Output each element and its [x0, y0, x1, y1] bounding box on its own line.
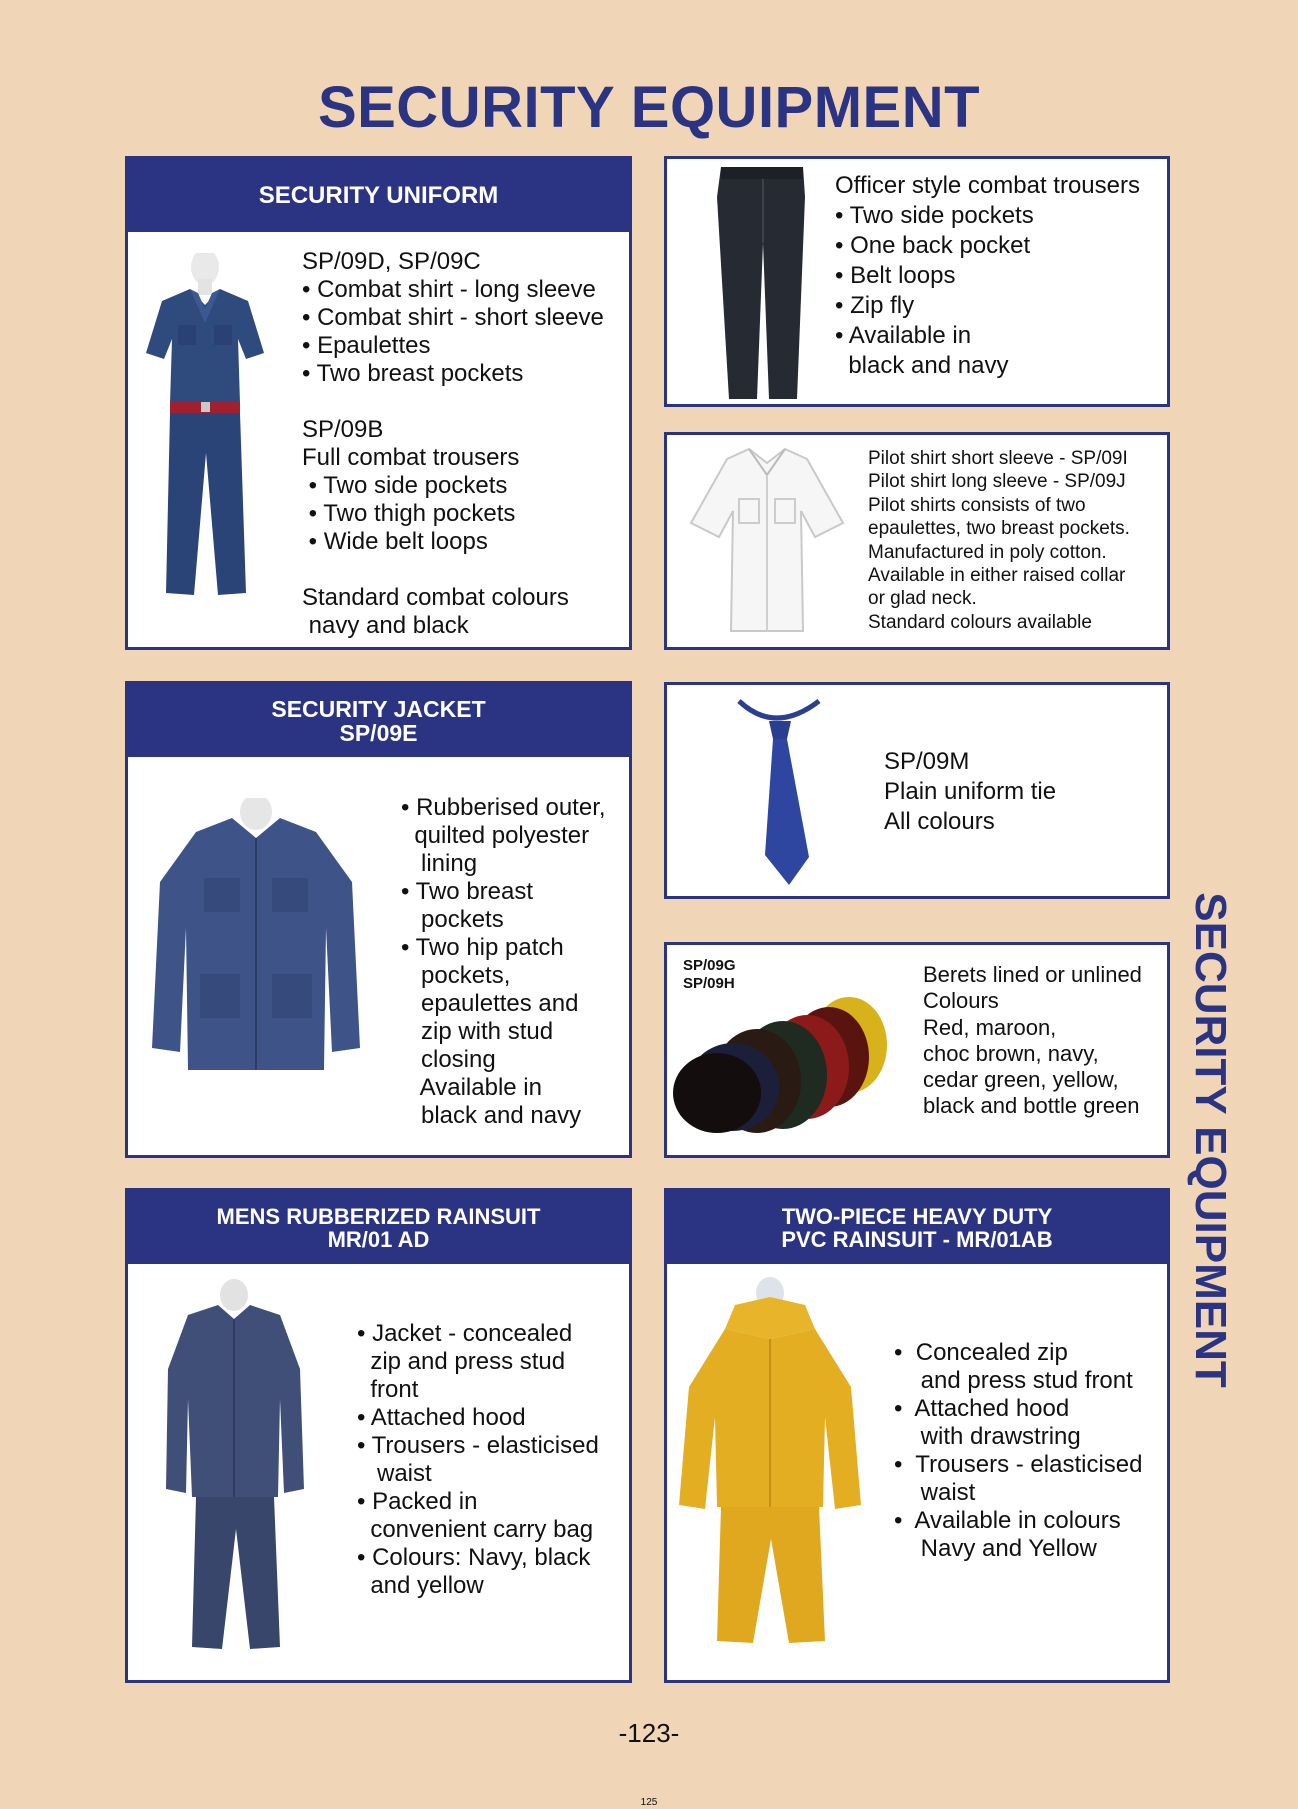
- uniform-description: SP/09D, SP/09C • Combat shirt - long sleeve • Combat shirt - short sleeve • Epaulettes • Two breast pockets SP/09B Full combat trousers • Two side pockets • Two thigh pockets • Wide belt loops Standard combat colours navy and black: [302, 248, 604, 639]
- uniform-tie-image: [735, 695, 825, 890]
- panel-header: [128, 1191, 629, 1267]
- officer-trousers-panel: [664, 156, 1170, 407]
- jacket-description: • Rubberised outer, quilted polyester lining • Two breast pockets • Two hip patch pockets, epaulettes and zip with stud closing Available in black and navy: [401, 794, 606, 1129]
- trousers-description: Officer style combat trousers • Two side pockets • One back pocket • Belt loops • Zip fly • Available in black and navy: [835, 172, 1140, 379]
- security-uniform-panel: [125, 156, 632, 650]
- panel-body: [128, 235, 629, 647]
- pilot-shirt-panel: [664, 432, 1170, 650]
- panel-header-title: TWO-PIECE HEAVY DUTY: [781, 1203, 1053, 1229]
- pilot-shirt-description: Pilot shirt short sleeve - SP/09I Pilot shirt long sleeve - SP/09J Pilot shirts consists of two epaulettes, two breast pockets. Manufactured in poly cotton. Available in either raised collar or glad neck. Standard colours available: [868, 448, 1130, 633]
- mens-rainsuit-image: [158, 1279, 308, 1659]
- panel-body: [128, 1267, 629, 1680]
- panel-body: [667, 1267, 1167, 1680]
- panel-header: [128, 159, 629, 235]
- panel-header-code: MR/01 AD: [327, 1226, 430, 1252]
- uniform-tie-panel: [664, 682, 1170, 899]
- berets-image: [671, 985, 891, 1135]
- rainsuit-description: • Jacket - concealed zip and press stud front • Attached hood • Trousers - elasticised waist • Packed in convenient carry bag • Colours: Navy, black and yellow: [357, 1320, 599, 1599]
- officer-trousers-image: [707, 163, 817, 403]
- panel-header: [128, 684, 629, 760]
- footer-number: 125: [640, 1797, 658, 1808]
- panel-header: [667, 1191, 1167, 1267]
- beret-codes: SP/09G SP/09H: [683, 957, 736, 992]
- panel-header-title: SECURITY UNIFORM: [258, 181, 499, 209]
- mens-rainsuit-panel: [125, 1188, 632, 1683]
- tie-description: SP/09M Plain uniform tie All colours: [884, 748, 1057, 835]
- pvc-rainsuit-image: [675, 1277, 865, 1657]
- pvc-rainsuit-description: • Concealed zip and press stud front • Attached hood with drawstring • Trousers - elasticised waist • Available in colours Navy and Yellow: [894, 1339, 1143, 1562]
- page-title: SECURITY EQUIPMENT: [317, 75, 981, 140]
- security-uniform-image: [142, 253, 267, 623]
- side-title: SECURITY EQUIPMENT: [1186, 892, 1235, 1388]
- panel-header-title: MENS RUBBERIZED RAINSUIT: [216, 1203, 541, 1229]
- berets-panel: [664, 942, 1170, 1158]
- panel-header-code: PVC RAINSUIT - MR/01AB: [781, 1226, 1053, 1252]
- security-jacket-image: [146, 798, 366, 1078]
- panel-body: [128, 760, 629, 1155]
- page-number: -123-: [618, 1718, 680, 1748]
- security-jacket-panel: [125, 681, 632, 1158]
- berets-description: Berets lined or unlined Colours Red, maroon, choc brown, navy, cedar green, yellow, black and bottle green: [923, 962, 1142, 1119]
- pvc-rainsuit-panel: [664, 1188, 1170, 1683]
- panel-header-title: SECURITY JACKET: [271, 695, 486, 722]
- beret-shape: [673, 1053, 761, 1133]
- pilot-shirt-image: [687, 445, 847, 635]
- panel-header-code: SP/09E: [339, 719, 418, 746]
